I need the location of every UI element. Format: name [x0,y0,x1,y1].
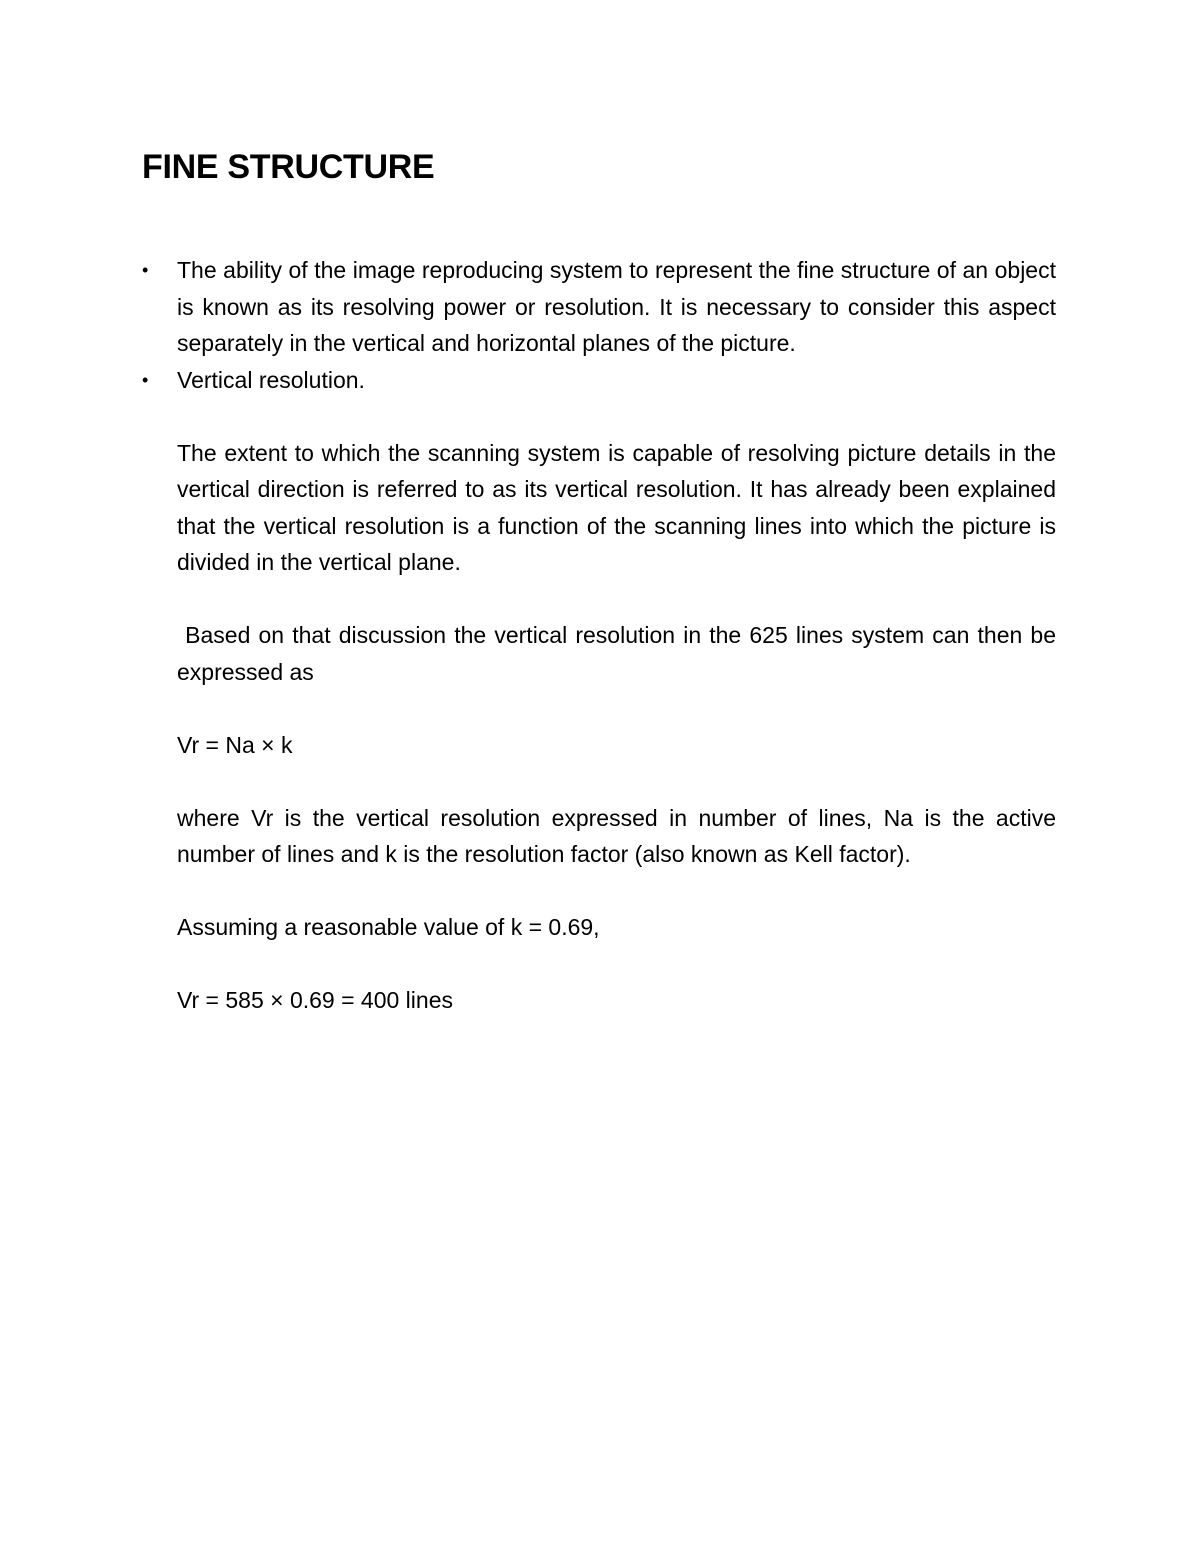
bullet-marker: • [142,369,149,390]
bullet-item-fine-structure [142,252,1056,362]
document-body [142,252,1063,1019]
spacer [177,873,1056,910]
bullet-item-vertical-resolution [142,362,1056,399]
spacer [177,581,1056,618]
bullet-text: The ability of the image reproducing system to represent the fine structure of an object is known as its resolving power or resolution. It is necessary to consider this aspect separately in the vertical and horizontal planes of the picture. [177,257,1056,356]
bullet-marker: • [142,260,149,280]
paragraph-625-lines: Based on that discussion the vertical resolution in the 625 lines system can then be expressed as [177,622,1063,685]
paragraph-assuming-k: Assuming a reasonable value of k = 0.69, [177,914,600,940]
formula-vr-result: Vr = 585 × 0.69 = 400 lines [177,987,453,1013]
paragraph-vertical-resolution-definition: The extent to which the scanning system is capable of resolving picture details in the vertical direction is referred to as its vertical resolution. It has already been explained that the vertical resolution is a function of the scanning lines into which the picture is divided in the vertical plane. [177,439,1056,575]
paragraph-where-definitions: where Vr is the vertical resolution expressed in number of lines, Na is the active number of lines and k is the resolution factor (also known as Kell factor). [177,804,1056,867]
page-title: FINE STRUCTURE [142,148,435,186]
spacer [177,398,1056,435]
bullet-text: Vertical resolution. [177,366,365,393]
spacer [177,946,1056,983]
formula-vr: Vr = Na × k [177,731,293,758]
spacer [177,690,1056,727]
spacer [177,763,1056,800]
